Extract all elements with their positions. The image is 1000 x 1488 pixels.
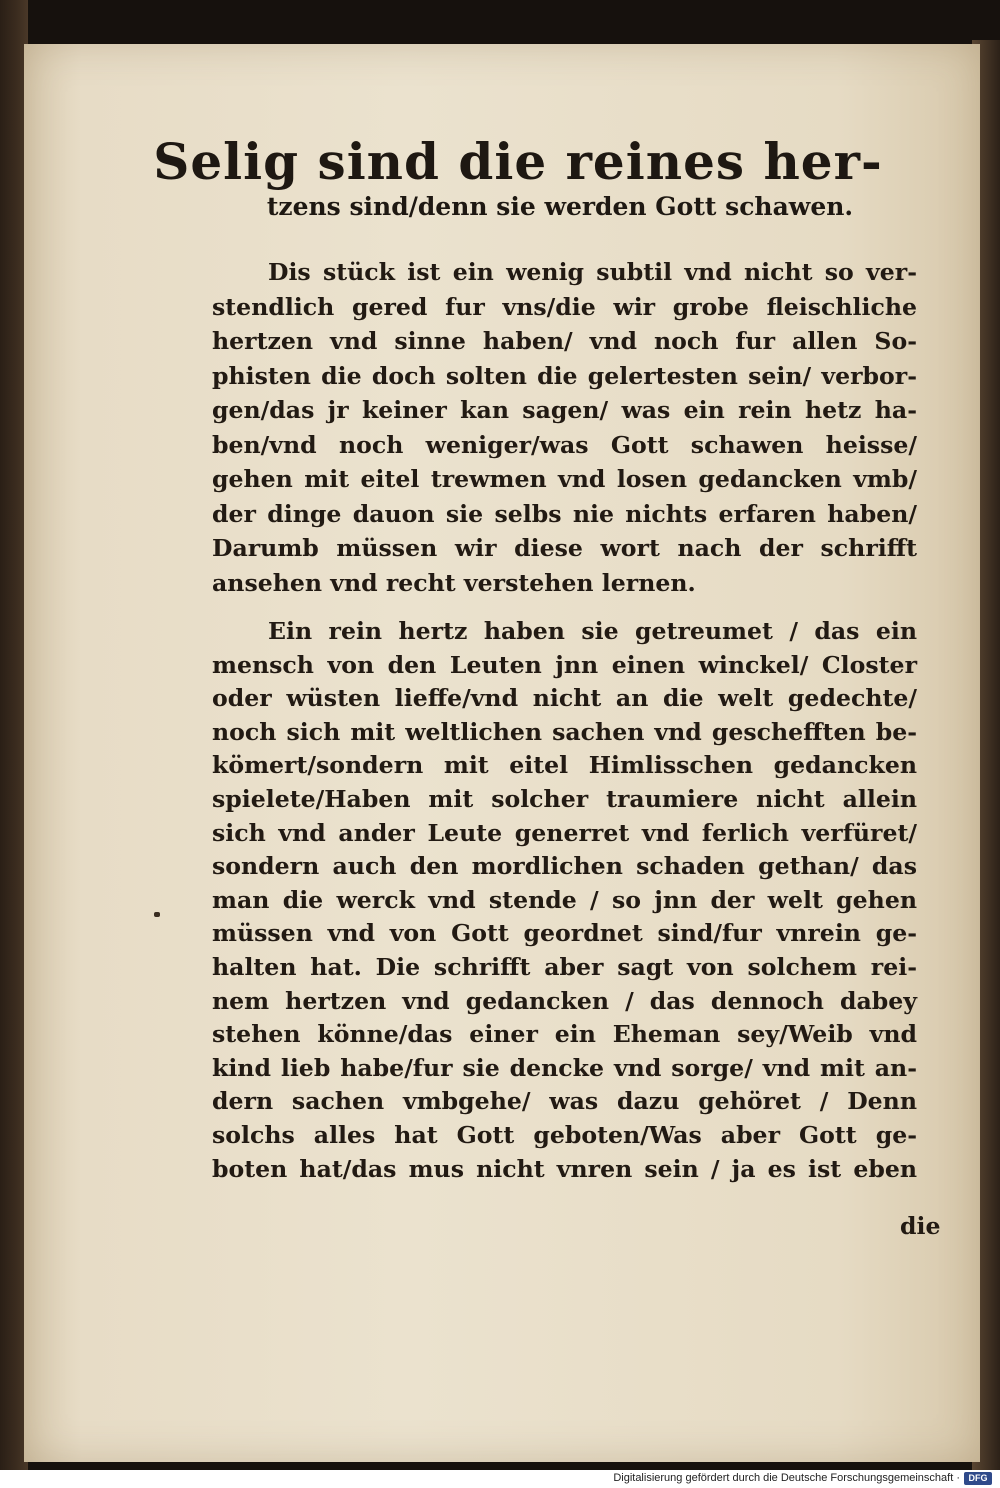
text-line: noch sich mit weltlichen sachen vnd geschefften be- [212,717,917,746]
text-line: kind lieb habe/fur sie dencke vnd sorge/ vnd mit an- [212,1053,917,1082]
paragraph-2 [212,615,917,1186]
text-line: mensch von den Leuten jnn einen winckel/ Closter [212,650,917,679]
paragraph-1 [212,256,917,601]
text-line: hertzen vnd sinne haben/ vnd noch fur allen So- [212,327,917,355]
text-line: müssen vnd von Gott geordnet sind/fur vnrein ge- [212,919,917,948]
text-line: dern sachen vmbgehe/ was dazu gehöret / Denn [212,1087,917,1116]
text-line: ben/vnd noch weniger/was Gott schawen heisse/ [212,430,917,459]
text-line: oder wüsten lieffe/vnd nicht an die welt gedechte/ [212,684,917,713]
catchword: die [900,1212,941,1240]
funding-credit: Digitalisierung gefördert durch die Deutsche Forschungsgemeinschaft · [613,1472,960,1484]
heading-line-2: tzens sind/denn sie werden Gott schawen. [266,192,854,221]
text-line: gen/das jr keiner kan sagen/ was ein rein hetz ha- [212,396,917,424]
text-line: spielete/Haben mit solcher traumiere nicht allein [212,784,917,813]
text-line: man die werck vnd stende / so jnn der welt gehen [212,885,917,914]
ink-speck [154,912,160,917]
text-line: sondern auch den mordlichen schaden gethan/ das [212,852,917,881]
text-line: solchs alles hat Gott geboten/Was aber Gott ge- [212,1120,917,1149]
body-text [212,256,917,1186]
heading-line-1: Selig sind die reines her- [153,132,883,191]
text-line: ansehen vnd recht verstehen lernen. [212,568,696,597]
text-line: Ein rein hertz haben sie getreumet / das ein [268,617,917,645]
text-line: phisten die doch solten die gelertesten sein/ verbor- [212,361,917,390]
text-line: sich vnd ander Leute generret vnd ferlich verfüret/ [212,818,917,847]
text-line: kömert/sondern mit eitel Himlisschen gedancken [212,751,917,780]
text-line: nem hertzen vnd gedancken / das dennoch dabey [212,986,917,1015]
dfg-logo: DFG [964,1472,992,1485]
text-line: stehen könne/das einer ein Eheman sey/Weib vnd [212,1020,917,1049]
text-line: stendlich gered fur vns/die wir grobe fleischliche [212,292,917,321]
text-line: Dis stück ist ein wenig subtil vnd nicht so ver- [268,258,917,286]
text-line: boten hat/das mus nicht vnren sein / ja es ist eben [212,1154,917,1183]
book-page [24,44,980,1462]
text-line: halten hat. Die schrifft aber sagt von solchem rei- [212,952,917,981]
text-line: gehen mit eitel trewmen vnd losen gedancken vmb/ [212,465,917,493]
text-line: der dinge dauon sie selbs nie nichts erfaren haben/ [212,499,917,528]
text-line: Darumb müssen wir diese wort nach der schrifft [212,534,917,562]
